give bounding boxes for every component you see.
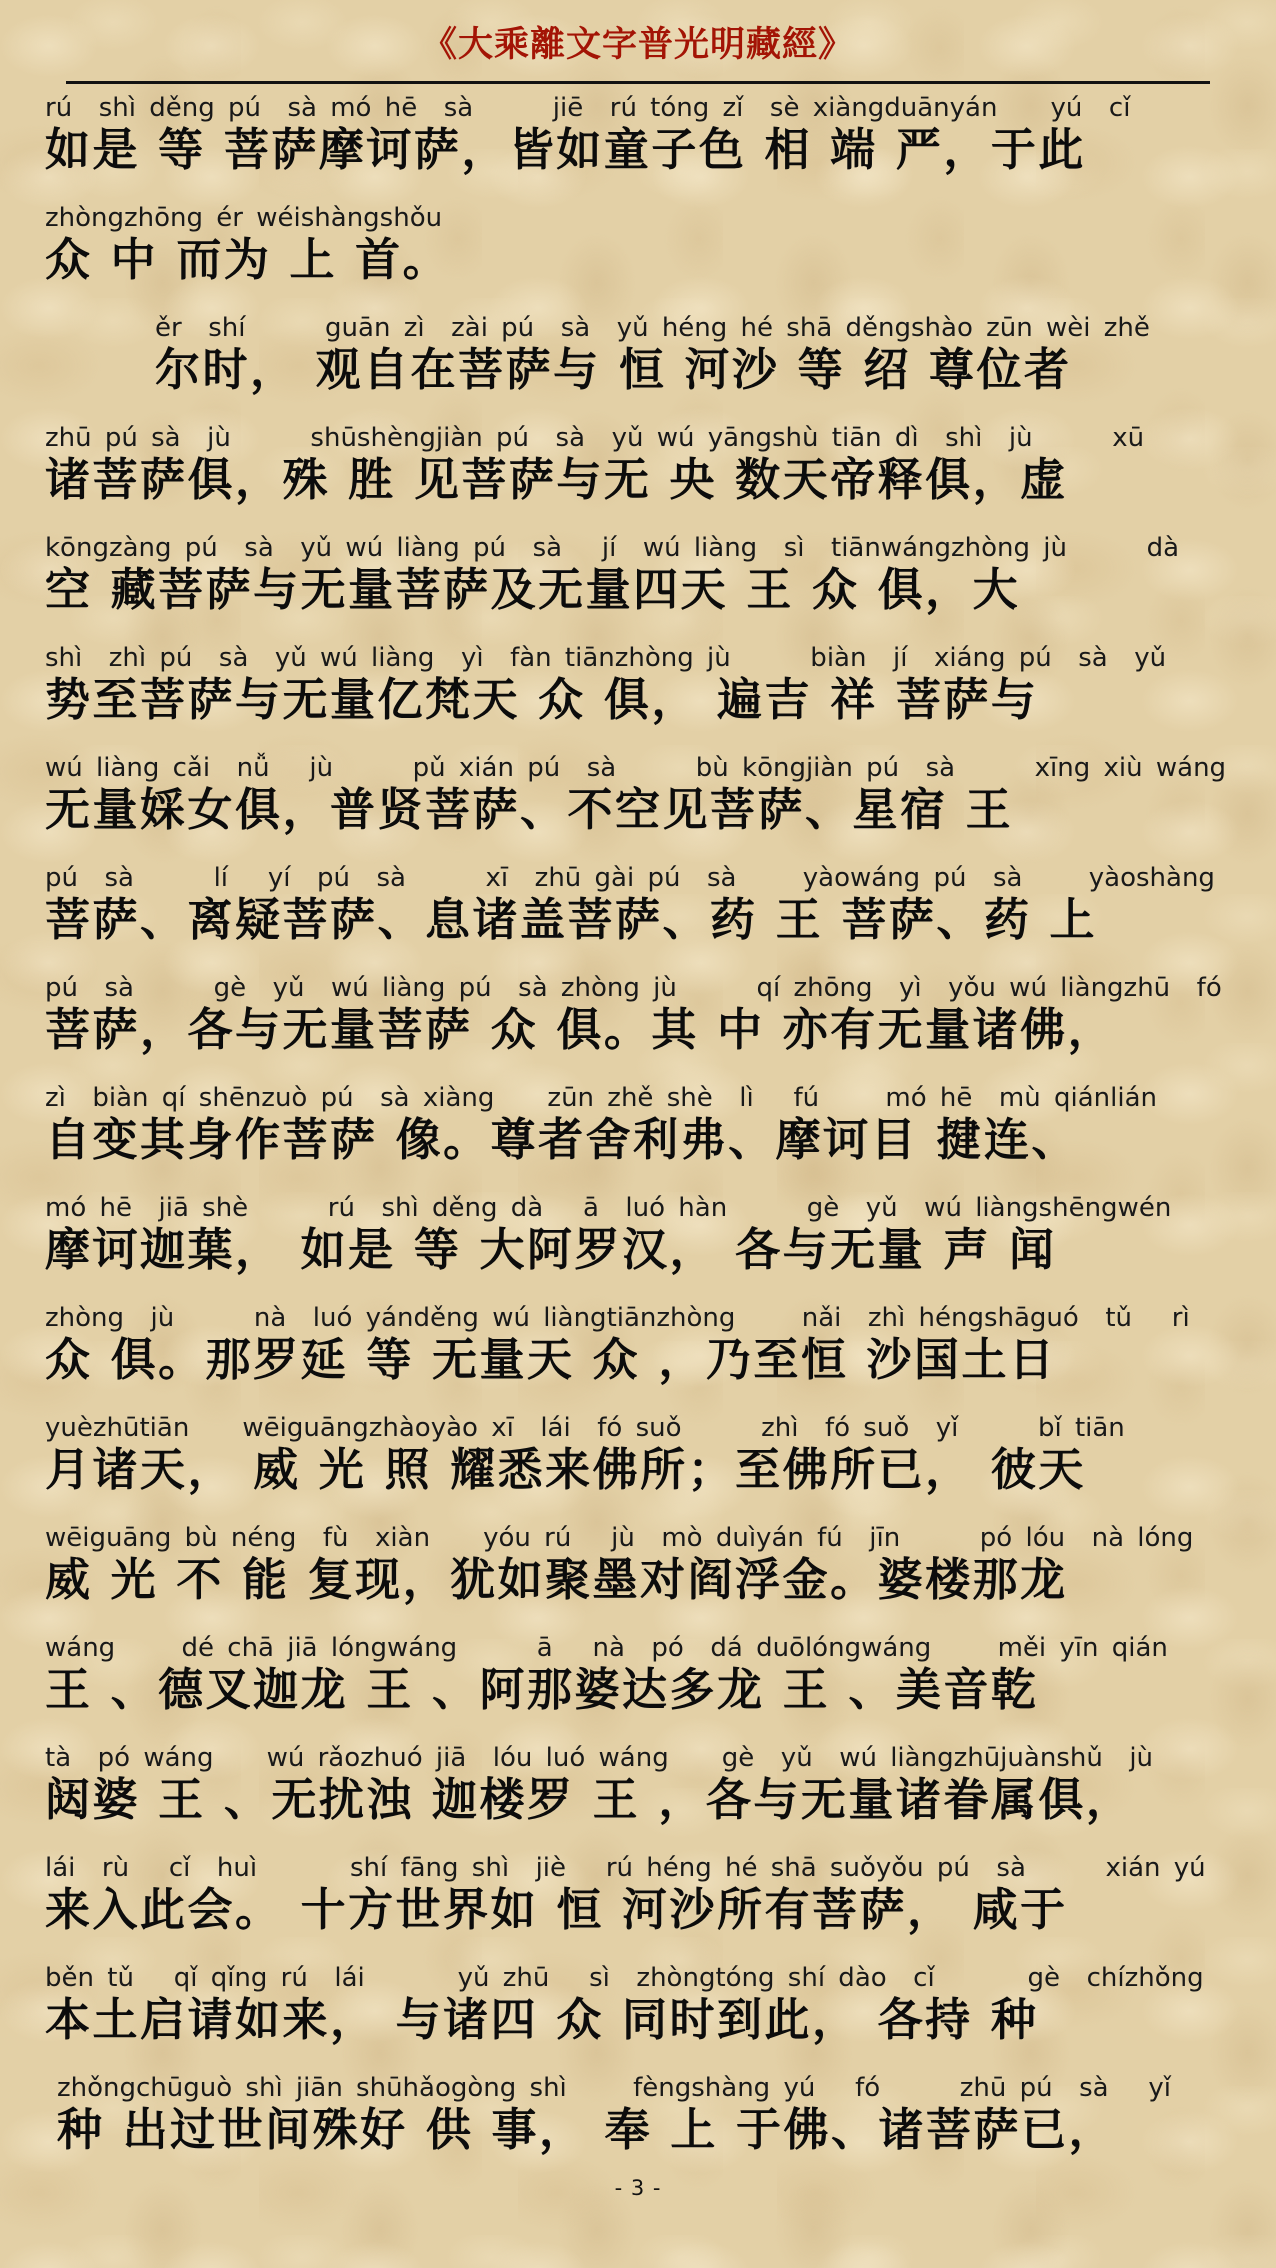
hanzi-line: 威 光 不 能 复现，犹如聚墨对阎浮金。婆楼那龙 <box>45 1553 1068 1606</box>
hanzi-line: 空 藏菩萨与无量菩萨及无量四天 王 众 俱，大 <box>45 563 1021 616</box>
pinyin-line: wēiguāng bù néng fù xiàn yóu rú jù mò duìyán fú jīn pó lóu nà lóng <box>45 1523 1194 1553</box>
line-pair <box>45 974 1236 1084</box>
hanzi-line: 王 、德叉迦龙 王 、阿那婆达多龙 王 、美音乾 <box>45 1663 1039 1716</box>
hanzi-line: 势至菩萨与无量亿梵天 众 俱， 遍吉 祥 菩萨与 <box>45 673 1039 726</box>
line-pair <box>45 644 1236 754</box>
hanzi-line: 来入此会。 十方世界如 恒 河沙所有菩萨， 咸于 <box>45 1883 1068 1936</box>
pinyin-line: wáng dé chā jiā lóngwáng ā nà pó dá duōlóngwáng měi yīn qián <box>45 1633 1168 1663</box>
hanzi-line: 本土启请如来， 与诸四 众 同时到此， 各持 种 <box>45 1993 1039 2046</box>
hanzi-line: 诸菩萨俱，殊 胜 见菩萨与无 央 数天帝释俱，虚 <box>45 453 1068 506</box>
hanzi-line: 闼婆 王 、无扰浊 迦楼罗 王 ，各与无量诸眷属俱， <box>45 1773 1134 1826</box>
line-pair <box>45 1304 1236 1414</box>
pinyin-line: pú sà lí yí pú sà xī zhū gài pú sà yàowáng pú sà yàoshàng <box>45 863 1215 893</box>
hanzi-line: 无量婇女俱，普贤菩萨、不空见菩萨、星宿 王 <box>45 783 1014 836</box>
pinyin-line: mó hē jiā shè rú shì děng dà ā luó hàn gè yǔ wú liàngshēngwén <box>45 1193 1172 1223</box>
line-pair <box>45 94 1236 204</box>
line-pair <box>45 1524 1236 1634</box>
pinyin-line: běn tǔ qǐ qǐng rú lái yǔ zhū sì zhòngtóng shí dào cǐ gè chízhǒng <box>45 1963 1204 1993</box>
page-title: 《大乘離文字普光明藏經》 <box>421 24 854 65</box>
pinyin-line: tà pó wáng wú rǎozhuó jiā lóu luó wáng gè yǔ wú liàngzhūjuànshǔ jù <box>45 1743 1154 1773</box>
pinyin-line: pú sà gè yǔ wú liàng pú sà zhòng jù qí zhōng yì yǒu wú liàngzhū fó <box>45 973 1222 1003</box>
pinyin-line: zhū pú sà jù shūshèngjiàn pú sà yǔ wú yāngshù tiān dì shì jù xū <box>45 423 1145 453</box>
line-pair <box>45 1634 1236 1744</box>
pinyin-line: lái rù cǐ huì shí fāng shì jiè rú héng hé shā suǒyǒu pú sà xián yú <box>45 1853 1206 1883</box>
hanzi-line: 种 出过世间殊好 供 事， 奉 上 于佛、诸菩萨已， <box>57 2103 1117 2156</box>
line-pair <box>45 1084 1236 1194</box>
pinyin-line: yuèzhūtiān wēiguāngzhàoyào xī lái fó suǒ zhì fó suǒ yǐ bǐ tiān <box>45 1413 1125 1443</box>
pinyin-line: shì zhì pú sà yǔ wú liàng yì fàn tiānzhòng jù biàn jí xiáng pú sà yǔ <box>45 643 1167 673</box>
pinyin-line: wú liàng cǎi nǚ jù pǔ xián pú sà bù kōngjiàn pú sà xīng xiù wáng <box>45 753 1227 783</box>
line-pair <box>45 1744 1236 1854</box>
line-pair <box>45 1194 1236 1304</box>
pinyin-line: kōngzàng pú sà yǔ wú liàng pú sà jí wú liàng sì tiānwángzhòng jù dà <box>45 533 1180 563</box>
line-pair <box>45 1414 1236 1524</box>
line-pair <box>45 754 1236 864</box>
pinyin-line: zhòngzhōng ér wéishàngshǒu <box>45 203 443 233</box>
title-rule <box>66 81 1210 84</box>
page-number: - 3 - <box>614 2176 662 2200</box>
line-pair <box>45 204 1236 314</box>
sutra-text-body <box>45 94 1236 2184</box>
pinyin-line: zhǒngchūguò shì jiān shūhǎogòng shì fèngshàng yú fó zhū pú sà yǐ <box>57 2073 1172 2103</box>
pinyin-line: ěr shí guān zì zài pú sà yǔ héng hé shā děngshào zūn wèi zhě <box>155 313 1150 343</box>
line-pair <box>45 534 1236 644</box>
line-pair <box>45 2074 1236 2184</box>
pinyin-line: zì biàn qí shēnzuò pú sà xiàng zūn zhě shè lì fú mó hē mù qiánlián <box>45 1083 1158 1113</box>
hanzi-line: 尔时， 观自在菩萨与 恒 河沙 等 绍 尊位者 <box>155 343 1072 396</box>
line-pair <box>45 1964 1236 2074</box>
hanzi-line: 摩诃迦葉， 如是 等 大阿罗汉， 各与无量 声 闻 <box>45 1223 1057 1276</box>
hanzi-line: 自变其身作菩萨 像。尊者舍利弗、摩诃目 揵连、 <box>45 1113 1079 1166</box>
hanzi-line: 菩萨，各与无量菩萨 众 俱。其 中 亦有无量诸佛， <box>45 1003 1116 1056</box>
hanzi-line: 月诸天， 威 光 照 耀悉来佛所；至佛所已， 彼天 <box>45 1443 1086 1496</box>
pinyin-line: rú shì děng pú sà mó hē sà jiē rú tóng zǐ sè xiàngduānyán yú cǐ <box>45 93 1131 123</box>
hanzi-line: 如是 等 菩萨摩诃萨，皆如童子色 相 端 严，于此 <box>45 123 1086 176</box>
pinyin-line: zhòng jù nà luó yánděng wú liàngtiānzhòng nǎi zhì héngshāguó tǔ rì <box>45 1303 1190 1333</box>
line-pair <box>45 864 1236 974</box>
line-pair <box>45 424 1236 534</box>
hanzi-line: 菩萨、离疑菩萨、息诸盖菩萨、药 王 菩萨、药 上 <box>45 893 1098 946</box>
hanzi-line: 众 中 而为 上 首。 <box>45 233 451 286</box>
hanzi-line: 众 俱。那罗延 等 无量天 众 ，乃至恒 沙国土日 <box>45 1333 1057 1386</box>
line-pair <box>45 314 1236 424</box>
line-pair <box>45 1854 1236 1964</box>
